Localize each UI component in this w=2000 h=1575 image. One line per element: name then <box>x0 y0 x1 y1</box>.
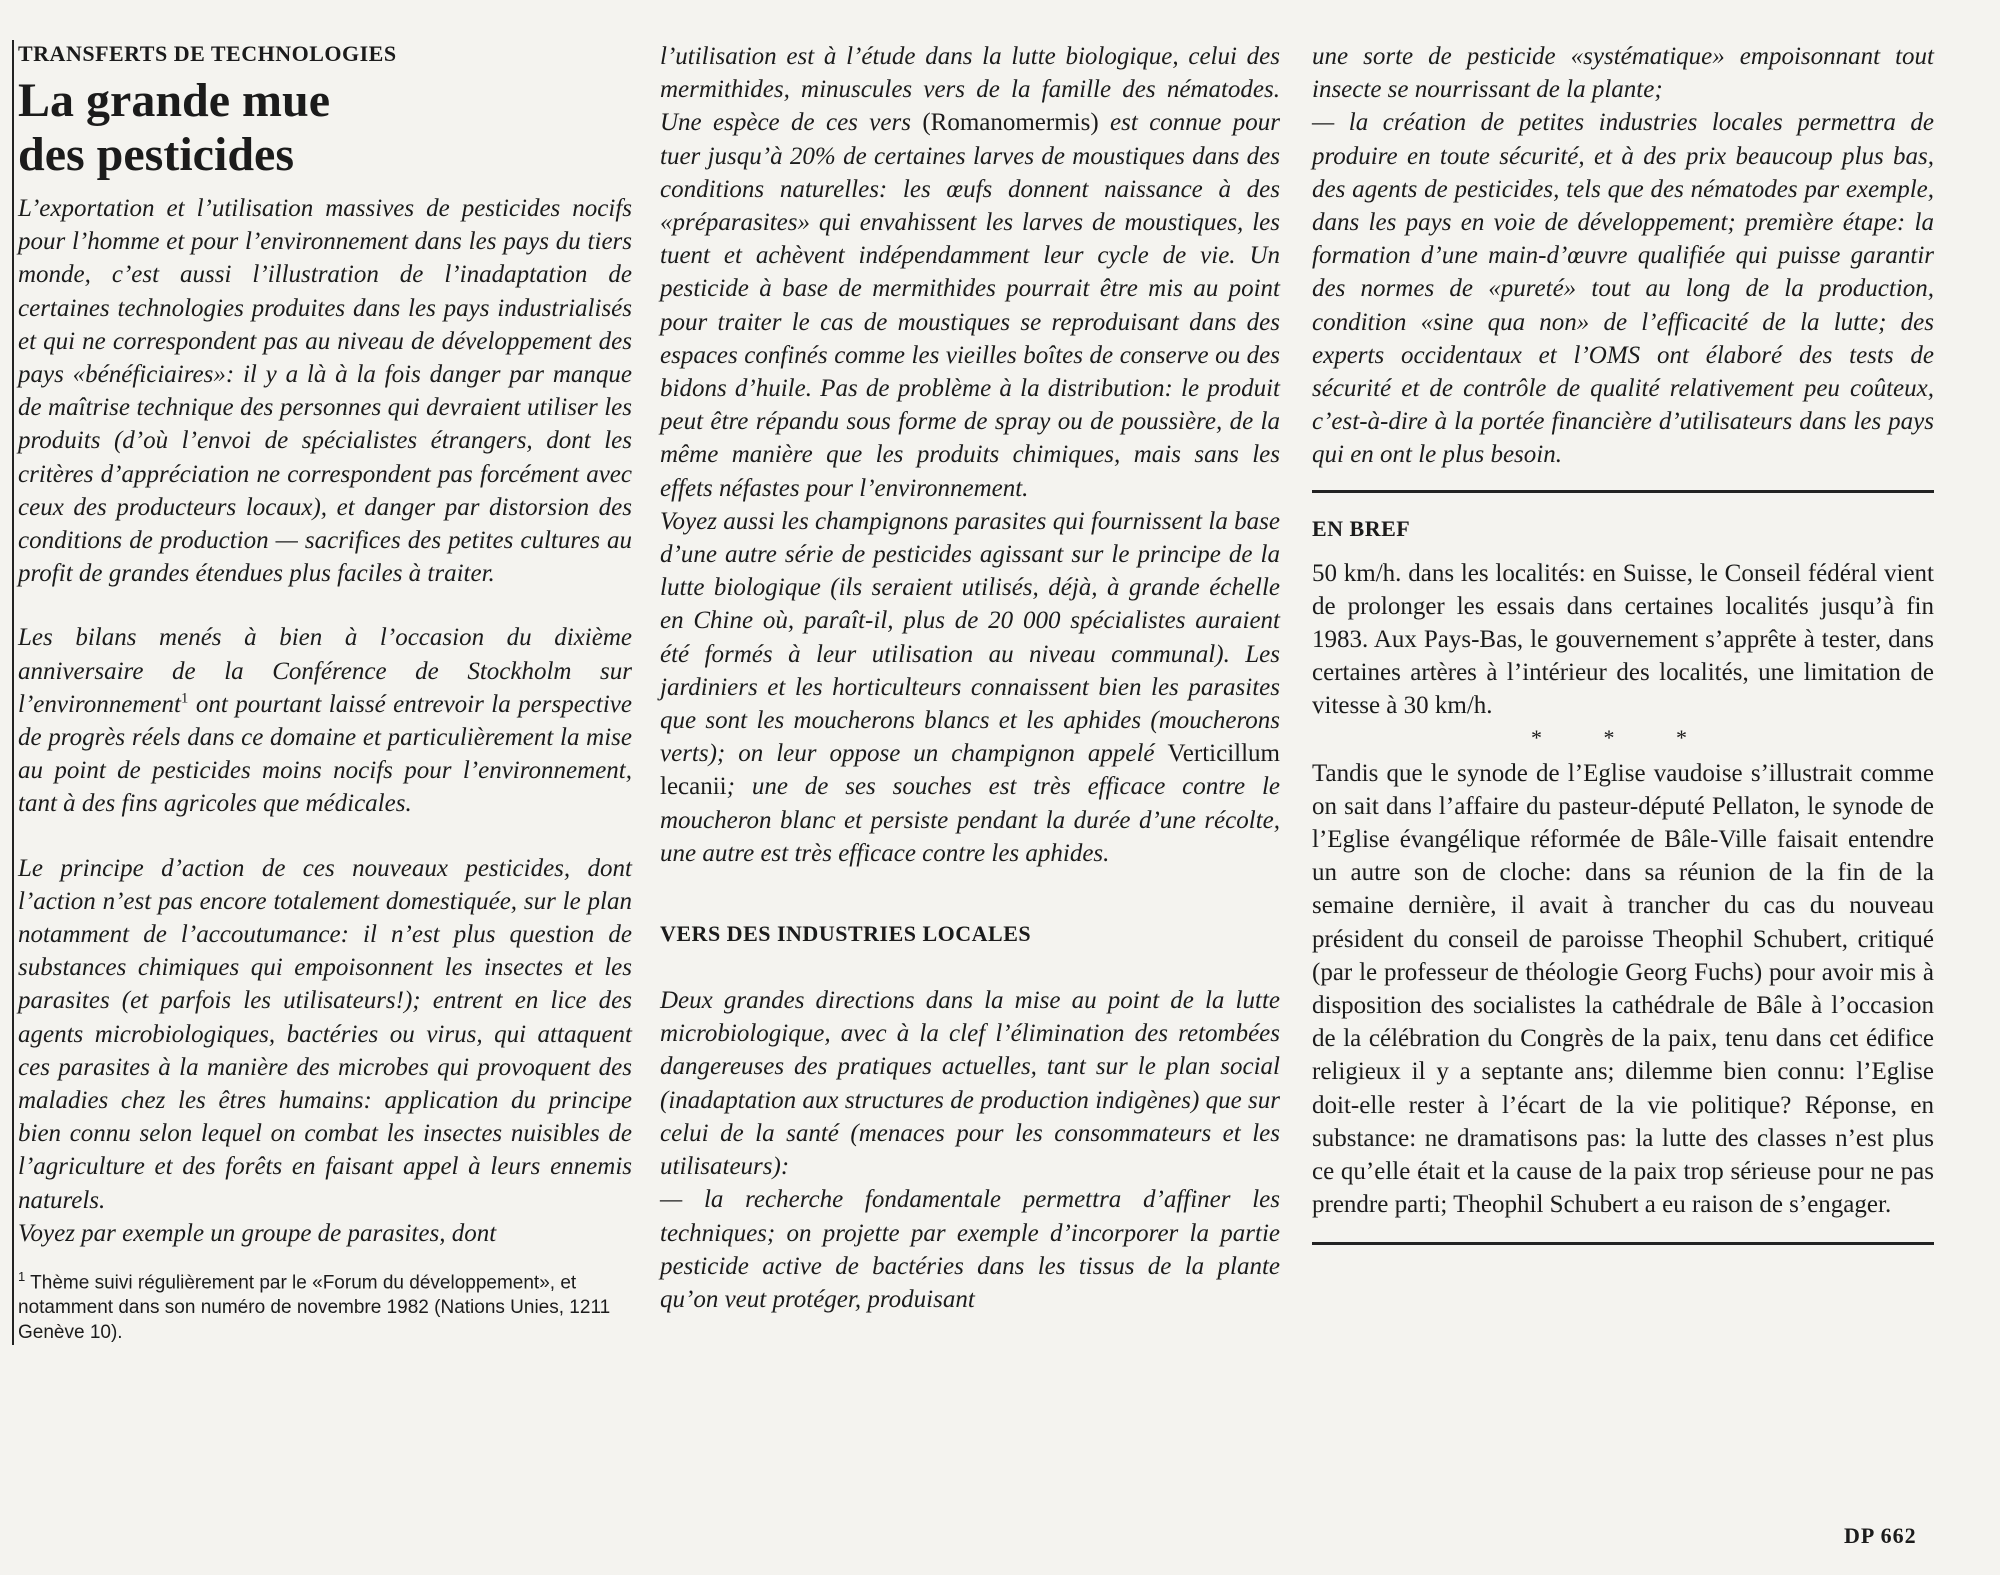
section-rubric: TRANSFERTS DE TECHNOLOGIES <box>18 41 397 66</box>
paragraph-text-roman: Verticillum lecanii <box>660 740 1280 801</box>
paragraph-text: ont pourtant laissé entrevoir la perspective de progrès réels dans ce domaine et particulièrement la mise au point de pesticides moins nocifs pour l’environnement, tant à des fins agricoles que médicales. <box>18 690 632 818</box>
paragraph-text: ; une de ses souches est très efficace contre le moucheron blanc et persiste pendant la durée d’une récolte, une autre est très efficace contre les aphides. <box>660 773 1280 867</box>
paragraph <box>660 505 1280 870</box>
paragraph <box>660 40 1280 505</box>
separator-stars: * * * <box>1531 724 1715 750</box>
footnote-ref: 1 <box>180 690 189 707</box>
paragraph-text: Voyez aussi les champignons parasites qui fournissent la base d’une autre série de pesticides agissant sur le principe de la lutte biologique (ils seraient utilisés, déjà, à grande échelle en Chine où, paraît-il, plus de 20 000 spécialistes auraient été formés à leur utilisation au niveau communal). Les jardiniers et les horticulteurs connaissent bien les parasites que sont les moucherons blancs et les aphides (moucherons verts); on leur oppose un champignon appelé <box>660 507 1280 768</box>
paragraph: une sorte de pesticide «systématique» empoisonnant tout insecte se nourrissant de la plante; <box>1312 43 1934 104</box>
title-line-2: des pesticides <box>18 128 294 181</box>
en-bref-heading: EN BREF <box>1312 515 1411 541</box>
column-3 <box>1312 40 1934 1267</box>
divider <box>1312 1242 1934 1245</box>
paragraph: Le principe d’action de ces nouveaux pesticides, dont l’action n’est pas encore totalement domestiquée, sur le plan notamment de l’accoutumance: il n’est plus question de substances chimiques qui empoisonnent les insectes et les parasites (et parfois les utilisateurs!); entrent en lice des agents microbiologiques, bactéries ou virus, qui attaquent ces parasites à la manière des microbes qui provoquent des maladies chez les êtres humains: application du principe bien connu selon lequel on combat les insectes nuisibles de l’agriculture et des forêts en faisant appel à leurs ennemis naturels. <box>18 854 632 1214</box>
footnote-mark: 1 <box>18 1269 26 1285</box>
brief-item: Tandis que le synode de l’Eglise vaudoise s’illustrait comme on sait dans l’affaire du pasteur-député Pellaton, le synode de l’Eglise évangélique réformée de Bâle-Ville faisait entendre un autre son de cloche: dans sa réunion de la fin de la semaine dernière, il avait à trancher du cas du nouveau président du conseil de paroisse Theophil Schubert, critiqué (par le professeur de théologie Georg Fuchs) pour avoir mis à disposition des socialistes la cathédrale de Bâle à l’occasion de la célébration du Congrès de la paix, tenu dans cet édifice religieux il y a septante ans; dilemme bien connu: l’Eglise doit-elle rester à l’écart de la vie politique? Réponse, en substance: ne dramatisons pas: la lutte des classes n’est plus ce qu’elle était et la cause de la paix trop sérieuse pour ne pas prendre parti; Theophil Schubert a eu raison de s’engager. <box>1312 759 1934 1219</box>
paragraph: Deux grandes directions dans la mise au point de la lutte microbiologique, avec à la clef l’élimination des retombées dangereuses des pratiques actuelles, tant sur le plan social (inadaptation aux structures de production indigènes) que sur celui de la santé (menaces pour les consommateurs et les utilisateurs): <box>660 987 1280 1181</box>
paragraph: L’exportation et l’utilisation massives de pesticides nocifs pour l’homme et pour l’environnement dans les pays du tiers monde, c’est aussi l’illustration de l’inadaptation de certaines technologies produites dans les pays industrialisés et qui ne correspondent pas au niveau de développement des pays «bénéficiaires»: il y a là à la fois danger par manque de maîtrise technique des personnes qui devraient utiliser les produits (d’où l’envoi de spécialistes étrangers, dont les critères d’appréciation ne correspondent pas forcément avec ceux des producteurs locaux), et danger par distorsion des conditions de production — sacrifices des petites cultures au profit de grandes étendues plus faciles à traiter. <box>18 195 632 588</box>
divider <box>1312 490 1934 493</box>
paragraph: — la recherche fondamentale permettra d’affiner les techniques; on projette par exemple d’incorporer la partie pesticide active de bactéries dans les tissus de la plante qu’on veut protéger, produisant <box>660 1186 1280 1313</box>
subheading: VERS DES INDUSTRIES LOCALES <box>660 921 1032 947</box>
paragraph-text-roman: (Romanomermis) <box>922 109 1099 137</box>
paragraph <box>18 621 632 820</box>
column-2 <box>660 40 1280 1316</box>
brief-item: 50 km/h. dans les localités: en Suisse, le Conseil fédéral vient de prolonger les essais dans certaines localités jusqu’à fin 1983. Aux Pays-Bas, le gouvernement s’apprête à tester, dans certaines artères à l’intérieur des localités, une limitation de vitesse à 30 km/h. <box>1312 559 1934 720</box>
paragraph-text: Les bilans menés à bien à l’occasion du dixième anniversaire de la Conférence de Stockholm sur l’environnement <box>18 624 632 718</box>
page-number: DP 662 <box>1844 1523 1917 1548</box>
footnote-text: Thème suivi régulièrement par le «Forum du développement», et notamment dans son numéro de novembre 1982 (Nations Unies, 1211 Genève 10). <box>18 1272 611 1344</box>
title-line-1: La grande mue <box>18 74 330 127</box>
paragraph-text: est connue pour tuer jusqu’à 20% de certaines larves de moustiques dans des conditions naturelles: les œufs donnent naissance à des «préparasites» qui envahissent les larves de moustiques, les tuent et achèvent indépendamment leur cycle de vie. Un pesticide à base de mermithides pourrait être mis au point pour traiter le cas de moustiques se reproduisant dans des espaces confinés comme les vieilles boîtes de conserve ou des bidons d’huile. Pas de problème à la distribution: le produit peut être répandu sous forme de spray ou de poussière, de la même manière que les produits chimiques, mais sans les effets néfastes pour l’environnement. <box>660 109 1280 502</box>
paragraph: Voyez par exemple un groupe de parasites, dont <box>18 1219 497 1247</box>
paragraph-text: l’utilisation est à l’étude dans la lutte biologique, celui des mermithides, minuscules vers de la famille des nématodes. Une espèce de ces vers <box>660 43 1280 137</box>
footnote <box>18 1264 632 1345</box>
article-title <box>18 74 632 182</box>
paragraph: — la création de petites industries locales permettra de produire en toute sécurité, et à des prix beaucoup plus bas, des agents de pesticides, tels que des nématodes par exemple, dans les pays en voie de développement; première étape: la formation d’une main-d’œuvre qualifiée qui puisse garantir des normes de «pureté» tout au long de la production, condition «sine qua non» de l’efficacité de la lutte; des experts occidentaux et l’OMS ont élaboré des tests de sécurité et de contrôle de qualité relativement peu coûteux, c’est-à-dire à la portée financière d’utilisateurs dans les pays qui en ont le plus besoin. <box>1312 109 1934 469</box>
column-1 <box>12 40 632 1345</box>
